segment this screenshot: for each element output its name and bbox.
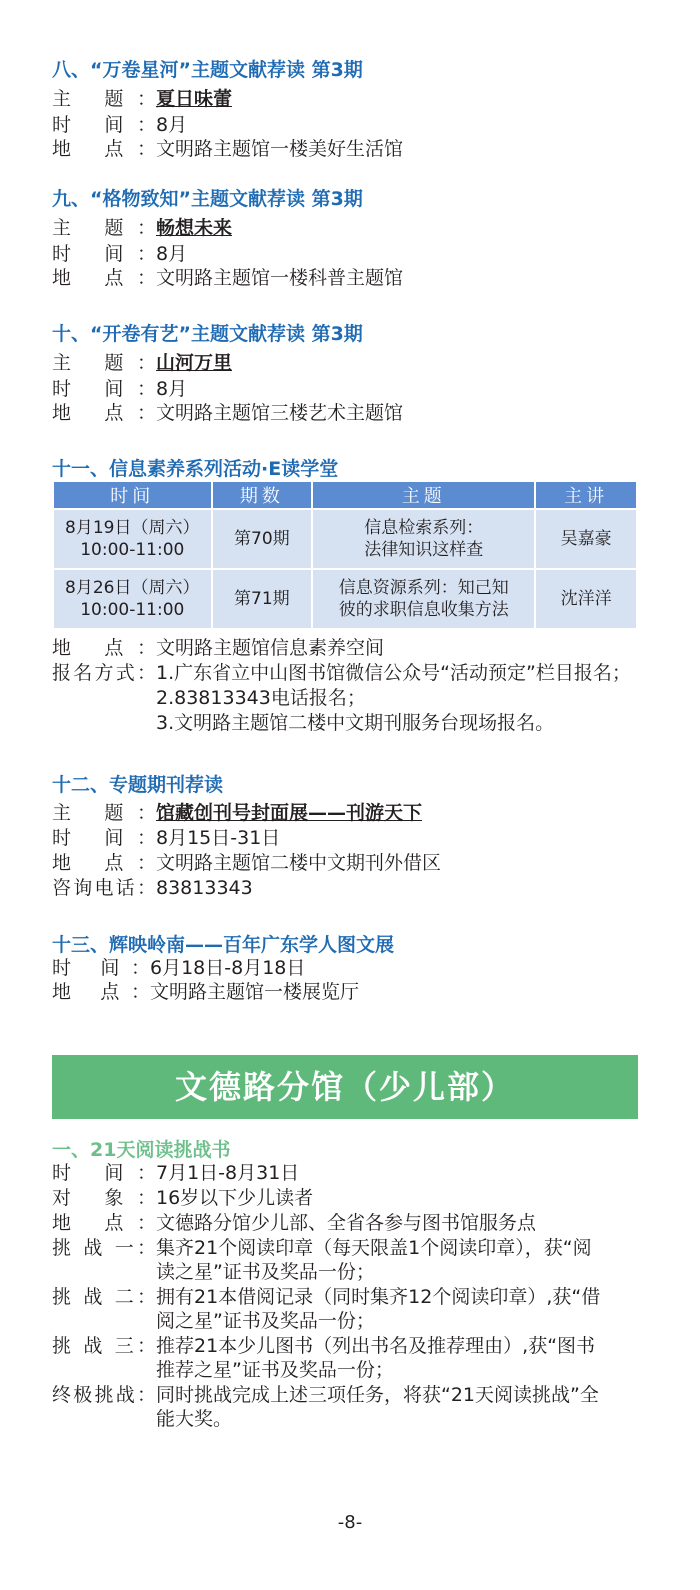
time-value: 7月1日-8月31日 [156, 1162, 300, 1184]
section-9-theme [52, 216, 232, 240]
section-12-theme [52, 801, 422, 825]
section-8-time [52, 113, 187, 137]
section-12-place [52, 851, 441, 875]
place-value: 文明路主题馆信息素养空间 [156, 637, 385, 659]
challenge-2-line-2: 阅之星”证书及奖品一份； [156, 1310, 375, 1332]
label: 挑 战 一： [52, 1237, 156, 1259]
final-challenge-line-2: 能大奖。 [156, 1408, 233, 1430]
table-row [53, 509, 637, 569]
label: 主 题： [52, 352, 156, 374]
place-value: 文明路主题馆一楼展览厅 [150, 981, 360, 1003]
section-9-title: 九、“格物致知”主题文献荐读 第3期 [52, 188, 363, 210]
place-value: 文明路主题馆二楼中文期刊外借区 [156, 852, 442, 874]
section-9-time [52, 242, 187, 266]
time-value: 8月15日-31日 [156, 827, 281, 849]
label: 报名方式： [52, 662, 156, 684]
hours: 10:00-11:00 [80, 540, 185, 560]
time-value: 8月 [156, 243, 188, 265]
kids-place [52, 1211, 536, 1235]
challenge-2 [52, 1285, 600, 1309]
section-11-place [52, 636, 384, 660]
header-speaker: 主讲 [535, 481, 637, 509]
cell-speaker: 沈洋洋 [535, 569, 637, 629]
branch-banner: 文德路分馆（少儿部） [52, 1055, 638, 1119]
section-8-place [52, 137, 403, 161]
challenge-3 [52, 1334, 595, 1358]
theme-value: 山河万里 [156, 352, 233, 374]
label: 地 点： [52, 267, 156, 289]
kids-target [52, 1186, 313, 1210]
section-10-time [52, 377, 187, 401]
cell-topic [312, 569, 535, 629]
label: 终极挑战： [52, 1384, 156, 1406]
label: 时 间： [52, 114, 156, 136]
challenge-3-line-1: 推荐21本少儿图书（列出书名及推荐理由）,获“图书 [156, 1335, 596, 1357]
section-13-place [52, 980, 359, 1004]
final-challenge [52, 1383, 599, 1407]
challenge-1-line-1: 集齐21个阅读印章（每天限盖1个阅读印章），获“阅 [156, 1237, 592, 1259]
challenge-1-line-2: 读之星”证书及奖品一份； [156, 1261, 375, 1283]
section-12-phone [52, 876, 253, 900]
header-topic: 主题 [312, 481, 535, 509]
signup-line-3: 3.文明路主题馆二楼中文期刊服务台现场报名。 [156, 712, 555, 734]
label: 时 间： [52, 243, 156, 265]
section-13-title: 十三、辉映岭南——百年广东学人图文展 [52, 934, 395, 956]
time-value: 8月 [156, 378, 188, 400]
topic-line-2: 法律知识这样查 [364, 540, 484, 560]
section-10-theme [52, 351, 232, 375]
final-challenge-line-1: 同时挑战完成上述三项任务，将获“21天阅读挑战”全 [156, 1384, 599, 1406]
label: 挑 战 三： [52, 1335, 156, 1357]
schedule-table [52, 480, 638, 630]
theme-value: 畅想未来 [156, 217, 233, 239]
challenge-1 [52, 1236, 592, 1260]
cell-time [53, 509, 212, 569]
cell-speaker: 吴嘉豪 [535, 509, 637, 569]
header-time: 时间 [53, 481, 212, 509]
date: 8月19日（周六） [65, 518, 200, 538]
place-value: 文明路主题馆三楼艺术主题馆 [156, 402, 404, 424]
section-8-title: 八、“万卷星河”主题文献荐读 第3期 [52, 59, 363, 81]
label: 地 点： [52, 852, 156, 874]
table-header-row [53, 481, 637, 509]
section-13-time [52, 956, 305, 980]
section-11-title: 十一、信息素养系列活动·E读学堂 [52, 458, 339, 480]
kids-section-title: 一、21天阅读挑战书 [52, 1139, 231, 1161]
label: 地 点： [52, 637, 156, 659]
signup-line-2: 2.83813343电话报名； [156, 687, 366, 709]
section-8-theme [52, 87, 232, 111]
header-issue: 期数 [212, 481, 313, 509]
topic-line-1: 信息检索系列： [364, 518, 484, 538]
label: 地 点： [52, 1212, 156, 1234]
section-12-time [52, 826, 280, 850]
signup-line-1: 1.广东省立中山图书馆微信公众号“活动预定”栏目报名； [156, 662, 631, 684]
target-value: 16岁以下少儿读者 [156, 1187, 314, 1209]
label: 地 点： [52, 981, 150, 1003]
label: 时 间： [52, 1162, 156, 1184]
theme-value: 馆藏创刊号封面展——刊游天下 [156, 802, 423, 824]
table-row [53, 569, 637, 629]
label: 时 间： [52, 827, 156, 849]
cell-topic [312, 509, 535, 569]
challenge-3-line-2: 推荐之星”证书及奖品一份； [156, 1359, 394, 1381]
section-12-title: 十二、专题期刊荐读 [52, 774, 224, 796]
hours: 10:00-11:00 [80, 600, 185, 620]
label: 时 间： [52, 378, 156, 400]
place-value: 文明路主题馆一楼美好生活馆 [156, 138, 404, 160]
label: 主 题： [52, 217, 156, 239]
section-10-title: 十、“开卷有艺”主题文献荐读 第3期 [52, 323, 363, 345]
label: 主 题： [52, 88, 156, 110]
place-value: 文德路分馆少儿部、全省各参与图书馆服务点 [156, 1212, 537, 1234]
date: 8月26日（周六） [65, 578, 200, 598]
cell-time [53, 569, 212, 629]
label: 挑 战 二： [52, 1286, 156, 1308]
phone-value: 83813343 [156, 877, 253, 899]
section-10-place [52, 401, 403, 425]
time-value: 6月18日-8月18日 [150, 957, 306, 979]
label: 对 象： [52, 1187, 156, 1209]
challenge-2-line-1: 拥有21本借阅记录（同时集齐12个阅读印章）,获“借 [156, 1286, 601, 1308]
label: 时 间： [52, 957, 150, 979]
label: 地 点： [52, 402, 156, 424]
section-11-signup [52, 661, 631, 685]
page-number: -8- [337, 1512, 363, 1533]
section-9-place [52, 266, 403, 290]
time-value: 8月 [156, 114, 188, 136]
topic-line-1: 信息资源系列：知己知 [338, 578, 509, 598]
cell-issue: 第71期 [212, 569, 313, 629]
kids-time [52, 1161, 299, 1185]
theme-value: 夏日味蕾 [156, 88, 233, 110]
place-value: 文明路主题馆一楼科普主题馆 [156, 267, 404, 289]
cell-issue: 第70期 [212, 509, 313, 569]
label: 咨询电话： [52, 877, 156, 899]
topic-line-2: 彼的求职信息收集方法 [338, 600, 509, 620]
label: 主 题： [52, 802, 156, 824]
label: 地 点： [52, 138, 156, 160]
